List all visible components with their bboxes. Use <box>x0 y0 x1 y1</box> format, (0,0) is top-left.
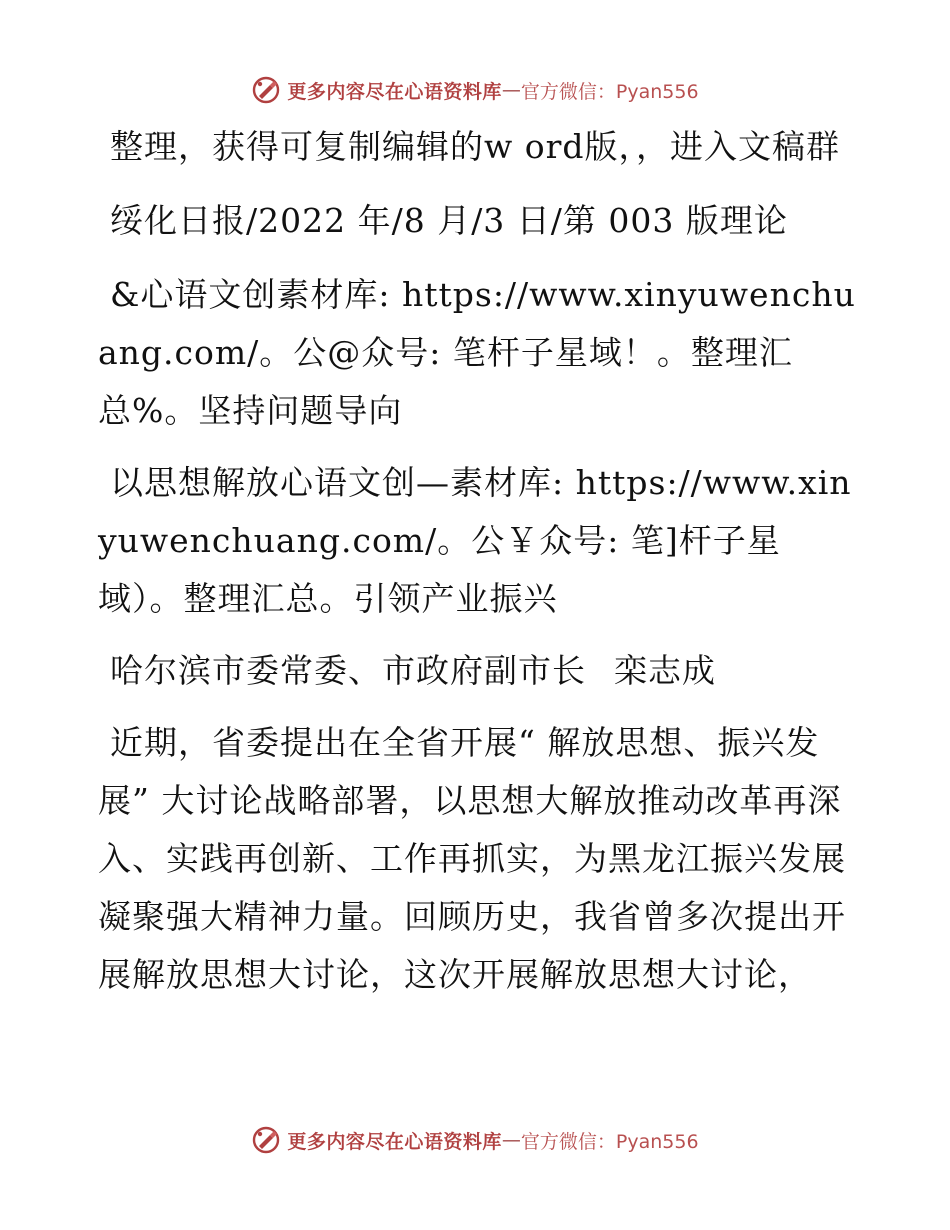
banner-separator: — <box>501 1129 521 1151</box>
header-banner <box>0 70 950 110</box>
banner-separator: — <box>501 79 521 101</box>
footer-banner <box>0 1120 950 1160</box>
banner-text: 更多内容尽在心语资料库 <box>287 80 502 103</box>
pen-logo-icon <box>251 75 281 105</box>
document-body <box>98 118 858 1004</box>
banner-contact: 官方微信：Pyan556 <box>520 1130 699 1153</box>
banner-text: 更多内容尽在心语资料库 <box>287 1130 502 1153</box>
pen-logo-icon <box>251 1125 281 1155</box>
banner-contact: 官方微信：Pyan556 <box>520 80 699 103</box>
paragraph-source: 绥化日报/2022 年/8 月/3 日/第 003 版理论 <box>110 201 788 240</box>
paragraph-body: 近期，省委提出在全省开展“ 解放思想、振兴发展” 大讨论战略部署，以思想大解放推动改革再深入、实践再创新、工作再抓实，为黑龙江振兴发展凝聚强大精神力量。回顾历史，我省曾多次提出开展解放思想大讨论，这次开展解放思想大讨论， <box>98 723 846 994</box>
paragraph-heading-1: &心语文创素材库: https://www.xinyuwenchuang.com/。公@众号: 笔杆子星域！。整理汇总%。坚持问题导向 <box>98 275 856 430</box>
paragraph-intro: 整理，获得可复制编辑的w ord版，，进入文稿群 <box>110 127 841 166</box>
paragraph-author <box>98 642 858 700</box>
author-title: 哈尔滨市委常委、市政府副市长 <box>110 651 586 690</box>
paragraph-heading-2: 以思想解放心语文创—素材库: https://www.xinyuwenchuang.com/。公￥众号: 笔]杆子星域）。整理汇总。引领产业振兴 <box>98 463 852 618</box>
author-name: 栾志成 <box>614 651 716 690</box>
